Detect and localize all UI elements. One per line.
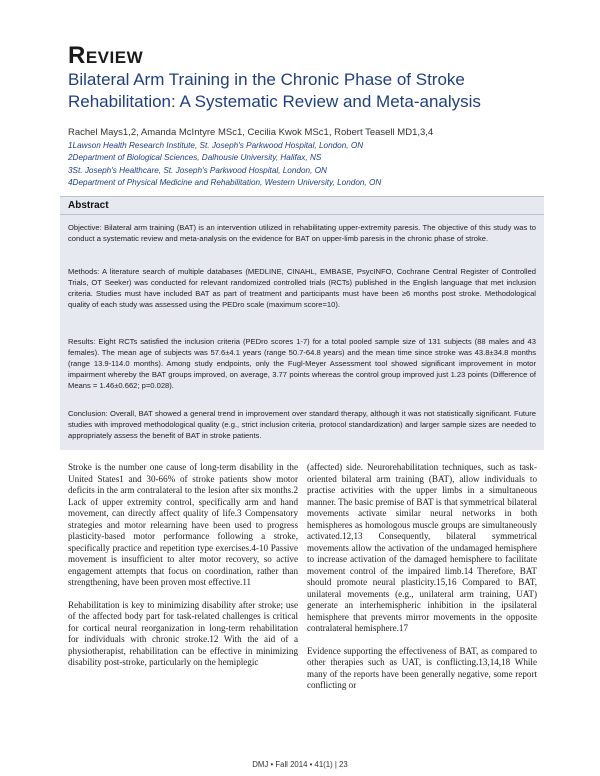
affiliation-item: 3St. Joseph's Healthcare, St. Joseph's Parkwood Hospital, London, ON [68, 165, 327, 175]
abstract-objective: Objective: Bilateral arm training (BAT) is an intervention utilized in rehabilitating upper-extremity paresis. The objective of this study was to conduct a systematic review and meta-analysis on the evidence for BAT on upper-limb paresis in the chronic phase of stroke. [68, 223, 536, 244]
abstract-divider [60, 214, 544, 215]
body-paragraph: Rehabilitation is key to minimizing disability after stroke; use of the affected body part for task-related challenges is critical for cortical neural reorganization in long-term rehabilitation for individuals with chronic stroke.12 With the aid of a physiotherapist, rehabilitation can be effective in minimizing disability post-stroke, particularly on the hemiplegic [68, 599, 298, 667]
affiliation-item: 2Department of Biological Sciences, Dalhousie University, Halifax, NS [68, 153, 322, 163]
body-column-left [68, 462, 298, 680]
abstract-conclusion: Conclusion: Overall, BAT showed a general trend in improvement over standard therapy, although it was not statistically significant. Future studies with improved methodological quality (e.g., strict inclusion criteria, protocol standardization) and larger sample sizes are needed to appropriately assess the benefit of BAT in stroke patients. [68, 409, 536, 441]
author-list: Rachel Mays1,2, Amanda McIntyre MSc1, Cecilia Kwok MSc1, Robert Teasell MD1,3,4 [68, 127, 434, 138]
body-paragraph: Stroke is the number one cause of long-term disability in the United States1 and 30-66% of stroke patients show motor deficits in the arm contralateral to the lesion after six months.2 Lack of upper extremity control, specifically arm and hand movement, can directly affect quality of life.3 Compensatory strategies and motor relearning have been used to progress plasticity-based motor performance following a stroke, specifically practice and repetition type exercises.4-10 Passive movement is insufficient to alter motor recovery, so active engagement attempts that focus on coordination, rather than strengthening, have been proven most effective.11 [68, 462, 298, 587]
affiliation-list [68, 140, 538, 189]
article-title: Bilateral Arm Training in the Chronic Phase of Stroke Rehabilitation: A Systematic Review and Meta-analysis [68, 70, 481, 111]
abstract-methods: Methods: A literature search of multiple databases (MEDLINE, CINAHL, EMBASE, PsycINFO, Cochrane Central Register of Controlled Trials, OT Seeker) was conducted for relevant randomized controlled trials (RCTs) published in the English language that met inclusion criteria. Studies must have included BAT as part of treatment and participants must have been ≥6 months post stroke. Methodological quality of each study was assessed using the PEDro scale (maximum score=10). [68, 267, 536, 310]
body-paragraph: (affected) side. Neurorehabilitation techniques, such as task-oriented bilateral arm training (BAT), allow individuals to practise activities with the upper limbs in a simultaneous manner. The basic premise of BAT is that symmetrical bilateral movements activate similar neural networks in both hemispheres as homologous muscle groups are simultaneously activated.12,13 Consequently, bilateral symmetrical movements allow the activation of the undamaged hemisphere to increase activation of the damaged hemisphere to facilitate movement control of the impaired limb.14 Therefore, BAT should promote neural plasticity.15,16 Compared to BAT, unilateral movements (e.g., unilateral arm training, UAT) generate an interhemispheric inhibition in the ipsilateral hemisphere that prevents mirror movements in the opposite contralateral hemisphere.17 [307, 462, 537, 633]
abstract-heading: Abstract [68, 200, 109, 211]
abstract-results: Results: Eight RCTs satisfied the inclusion criteria (PEDro scores 1-7) for a total pooled sample size of 131 subjects (88 males and 43 females). The mean age of subjects was 57.6±4.1 years (range 50.7-64.8 years) and the mean time since stroke was 43.8±34.8 months (range 13.9-114.0 months). Among study endpoints, only the Fugl-Meyer Assessment tool showed significant improvement in motor impairment whereby the BAT groups improved, on average, 3.77 points whereas the control group improved just 1.23 points (Difference of Means = 1.46±0.662; p=0.028). [68, 337, 536, 391]
section-label: Review [68, 42, 144, 69]
affiliation-item: 4Department of Physical Medicine and Rehabilitation, Western University, London, ON [68, 177, 382, 187]
page-footer: DMJ • Fall 2014 • 41(1) | 23 [252, 760, 348, 769]
body-paragraph: Evidence supporting the effectiveness of BAT, as compared to other therapies such as UAT, is conflicting.13,14,18 While many of the reports have been generally negative, some report conflicting or [307, 645, 537, 690]
affiliation-item: 1Lawson Health Research Institute, St. Joseph's Parkwood Hospital, London, ON [68, 141, 364, 150]
body-column-right [307, 462, 537, 703]
